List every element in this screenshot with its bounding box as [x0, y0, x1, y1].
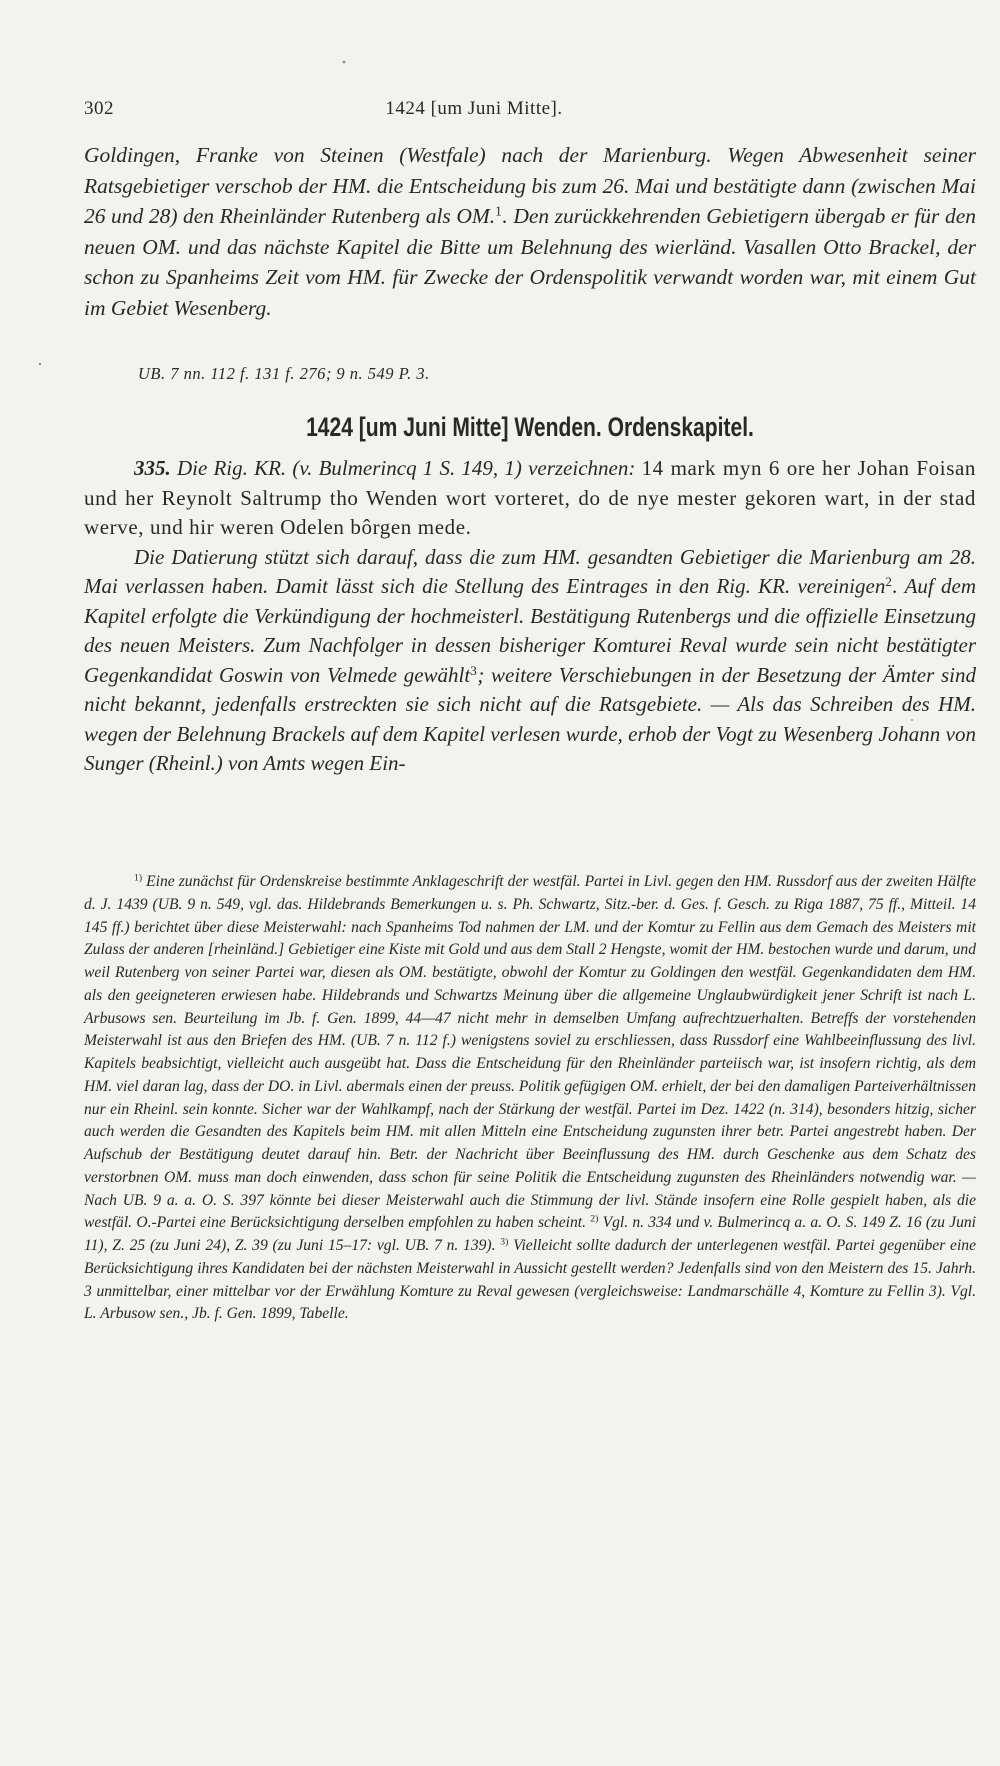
page-number: 302	[84, 98, 114, 119]
footnote-2-text: Vgl. n. 334 und v. Bulmerincq a. a. O. S. 149 Z. 16 (zu Juni 11), Z. 25 (zu Juni 24), Z. 39 (zu Juni 15–17: vgl. UB. 7 n. 139).	[84, 1214, 977, 1254]
commentary-part-a: Die Datierung stützt sich darauf, dass die zum HM. gesandten Gebietiger die Marienburg am 28. Mai verlassen haben. Damit lässt sich die Stellung des Eintrages in den Rig. KR. vereinigen	[84, 544, 976, 598]
speck	[39, 363, 41, 365]
entry-lead: Die Rig. KR. (v. Bulmerincq 1 S. 149, 1) verzeichnen:	[176, 456, 636, 480]
footnote-ref-2[interactable]: 2	[885, 573, 893, 589]
footnote-1	[84, 871, 976, 1326]
intro-text-continued: . Den zurückkehrenden Gebietigern übergab er für den neuen OM. und das nächste Kapitel die Bitte um Belehnung des wierländ. Vasallen Otto Brackel, der schon zu Spanheims Zeit vom HM. für Zwecke der Ordenspolitik verwandt worden war, mit einem Gut im Gebiet Wesenberg.	[84, 204, 976, 320]
footnote-3-text: Vielleicht sollte dadurch der unterlegenen westfäl. Partei gegenüber eine Berücksichtigung ihres Kandidaten bei der nächsten Meisterwahl in Aussicht gestellt werden? Jedenfalls sind von den Meistern des 15. Jahrh. 3 unmittelbar, einer mittelbar vor der Erwählung Komture zu Reval gewesen (vergleichsweise: Landmarschälle 4, Komture zu Fellin 3). Vgl. L. Arbusow sen., Jb. f. Gen. 1899, Tabelle.	[84, 1237, 976, 1323]
entry-quote: 14 mark myn 6 ore her Johan Foisan und her Reynolt Saltrump tho Wenden wort vorteret, do de nye mester gekoren wart, in der stad werve, und hir weren Odelen bôrgen mede.	[84, 456, 976, 539]
speck	[343, 61, 346, 64]
footnotes	[84, 871, 976, 1326]
running-title: 1424 [um Juni Mitte].	[385, 98, 563, 119]
entry-heading: 1424 [um Juni Mitte] Wenden. Ordenskapitel.	[306, 412, 754, 442]
footnote-1-text: Eine zunächst für Ordenskreise bestimmte Anklageschrift der westfäl. Partei in Livl. gegen den HM. Russdorf aus der zweiten Hälfte d. J. 1439 (UB. 9 n. 549, vgl. das. Hildebrands Bemerkungen u. s. Ph. Schwartz, Sitz.-ber. d. Ges. f. Gesch. zu Riga 1887, 75 ff., Mitteil. 14 145 ff.) berichtet über diese Meisterwahl: nach Spanheims Tod nahmen der LM. und der Komtur zu Fellin aus dem Gemach des Meisters mit Zulass der anderen [rheinländ.] Gebietiger eine Kiste mit Gold und aus dem Stall 2 Hengste, womit der HM. bestochen wurde und darum, und weil Rutenberg von seiner Partei war, diesen als OM. bestätigte, obwohl der Komtur zu Goldingen den westfäl. Gegenkandidaten dem HM. als den geeigneteren erwiesen habe. Hildebrands und Schwartzs Meinung über die allgemeine Unglaubwürdigkeit jener Schrift ist nach L. Arbusows sen. Beurteilung im Jb. f. Gen. 1899, 44—47 nicht mehr in demselben Umfang aufrechtzuerhalten. Betreffs der vorstehenden Meisterwahl ist aus den Briefen des HM. (UB. 7 n. 112 f.) wenigstens soviel zu erschliessen, dass Russdorf eine Wahlbeeinflussung des livl. Kapitels beabsichtigt, vielleicht auch ausgeübt hat. Dass die Entscheidung für den Rheinländer parteiisch war, ist insofern richtig, als dem HM. viel daran lag, dass der DO. in Livl. abermals einen der preuss. Politik gefügigen OM. erhielt, der bei den damaligen Parteiverhältnissen nur ein Rheinl. sein konnte. Sicher war der Wahlkampf, nach der Stärkung der westfäl. Partei im Dez. 1422 (n. 314), besonders hitzig, sicher auch werden die Gesandten des Kapitels beim HM. mit allen Mitteln eine Entscheidung zugunsten ihrer betr. Partei angestrebt haben. Der Aufschub der Bestätigung deutet darauf hin. Betr. der Nachricht über Beeinflussung des HM. durch Geschenke aus dem Schatz des verstorbnen OM. muss man doch einwenden, dass schon für seine Politik die Entscheidung zugunsten des Rheinländers notwendig war. — Nach UB. 9 a. a. O. S. 397 könnte bei dieser Meisterwahl auch die Stimmung der livl. Stände insofern eine Rolle gespielt haben, als die westfäl. O.-Partei eine Berücksichtigung derselben empfohlen zu haben scheint.	[84, 873, 976, 1232]
intro-text: Goldingen, Franke von Steinen (Westfale) nach der Marienburg. Wegen Abwesenheit seiner Ratsgebietiger verschob der HM. die Entscheidung bis zum 26. Mai und bestätigte dann (zwischen Mai 26 und 28) den Rheinländer Rutenberg als OM.	[84, 143, 976, 228]
footnote-ref-3[interactable]: 3	[470, 662, 478, 678]
commentary-part-b: . Auf dem Kapitel erfolgte die Verkündigung der hochmeisterl. Bestätigung Rutenbergs und die offizielle Einsetzung des neuen Meisters. Zum Nachfolger in dessen bisheriger Komturei Reval wurde sein nicht bestätigter Gegenkandidat Goswin von Velmede gewählt	[84, 574, 976, 687]
entry-number: 335.	[134, 456, 171, 480]
intro-paragraph	[84, 140, 976, 323]
footnote-1-mark: 1)	[134, 872, 143, 884]
entry-commentary	[84, 543, 976, 779]
entry-body	[84, 454, 976, 779]
footnote-ref-1[interactable]: 1	[495, 203, 503, 219]
footnote-2-mark: 2)	[590, 1213, 599, 1225]
commentary-part-c: ; weitere Verschiebungen in der Besetzung der Ämter sind nicht bekannt, jedenfalls erstreckten sie sich nicht auf die Ratsgebiete. — Als das Schreiben des HM. wegen der Belehnung Brackels auf dem Kapitel verlesen wurde, erhob der Vogt zu Wesenberg Johann von Sunger (Rheinl.) von Amts wegen Ein-	[84, 662, 976, 775]
footnote-3-mark: 3)	[500, 1236, 509, 1248]
entry-paragraph	[84, 454, 976, 543]
source-references: UB. 7 nn. 112 f. 131 f. 276; 9 n. 549 P. 3.	[138, 364, 430, 383]
